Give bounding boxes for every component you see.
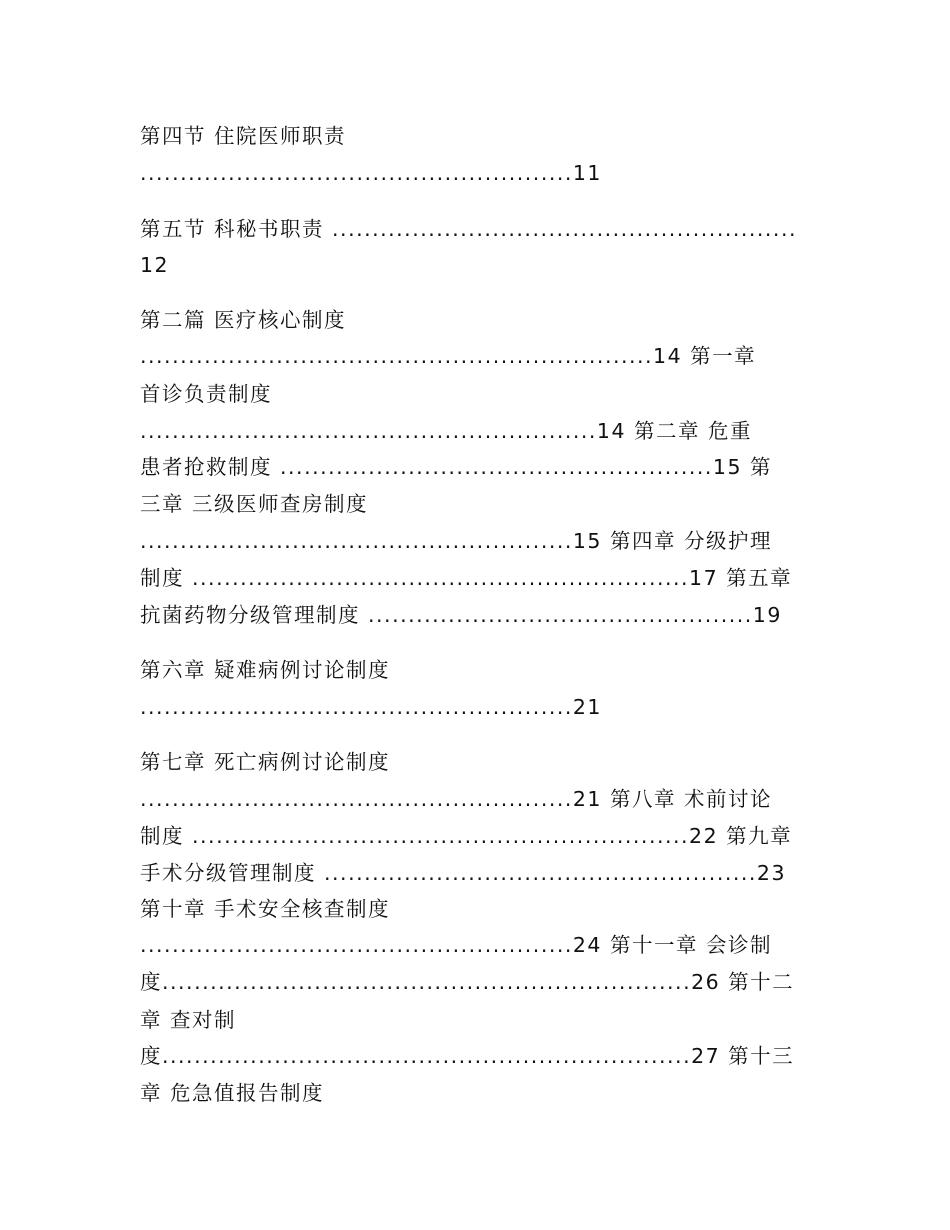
toc-line: 第二篇 医疗核心制度: [140, 308, 347, 332]
toc-line: ......................................................11: [140, 161, 602, 185]
toc-line: 章 危急值报告制度: [140, 1081, 325, 1105]
toc-line: 患者抢救制度 ......................................................15 第: [140, 455, 773, 479]
toc-line: ......................................................15 第四章 分级护理: [140, 529, 773, 553]
toc-line: 12: [140, 253, 170, 277]
toc-line: 章 查对制: [140, 1008, 237, 1032]
toc-line: ......................................................21: [140, 695, 602, 719]
toc-line: 抗菌药物分级管理制度 ................................................19: [140, 603, 782, 627]
toc-line: 制度 ..............................................................17 第五章: [140, 566, 793, 590]
toc-line: .........................................................14 第二章 危重: [140, 419, 753, 443]
toc-line: 手术分级管理制度 ......................................................23: [140, 861, 786, 885]
toc-line: 度..................................................................26 第十二: [140, 970, 795, 994]
toc-line: 首诊负责制度: [140, 382, 272, 406]
toc-line: 三章 三级医师查房制度: [140, 492, 369, 516]
toc-line: ................................................................14 第一章: [140, 344, 757, 368]
toc-line: ......................................................21 第八章 术前讨论: [140, 787, 773, 811]
toc-line: 制度 ..............................................................22 第九章: [140, 824, 793, 848]
toc-line: 第七章 死亡病例讨论制度: [140, 750, 391, 774]
toc-line: ......................................................24 第十一章 会诊制: [140, 933, 773, 957]
toc-line: 第四节 住院医师职责: [140, 124, 347, 148]
toc-line: 第六章 疑难病例讨论制度: [140, 658, 391, 682]
toc-line: 第五节 科秘书职责 ..........................................................: [140, 217, 797, 241]
toc-line: 第十章 手术安全核查制度: [140, 897, 391, 921]
toc-line: 度..................................................................27 第十三: [140, 1044, 795, 1068]
